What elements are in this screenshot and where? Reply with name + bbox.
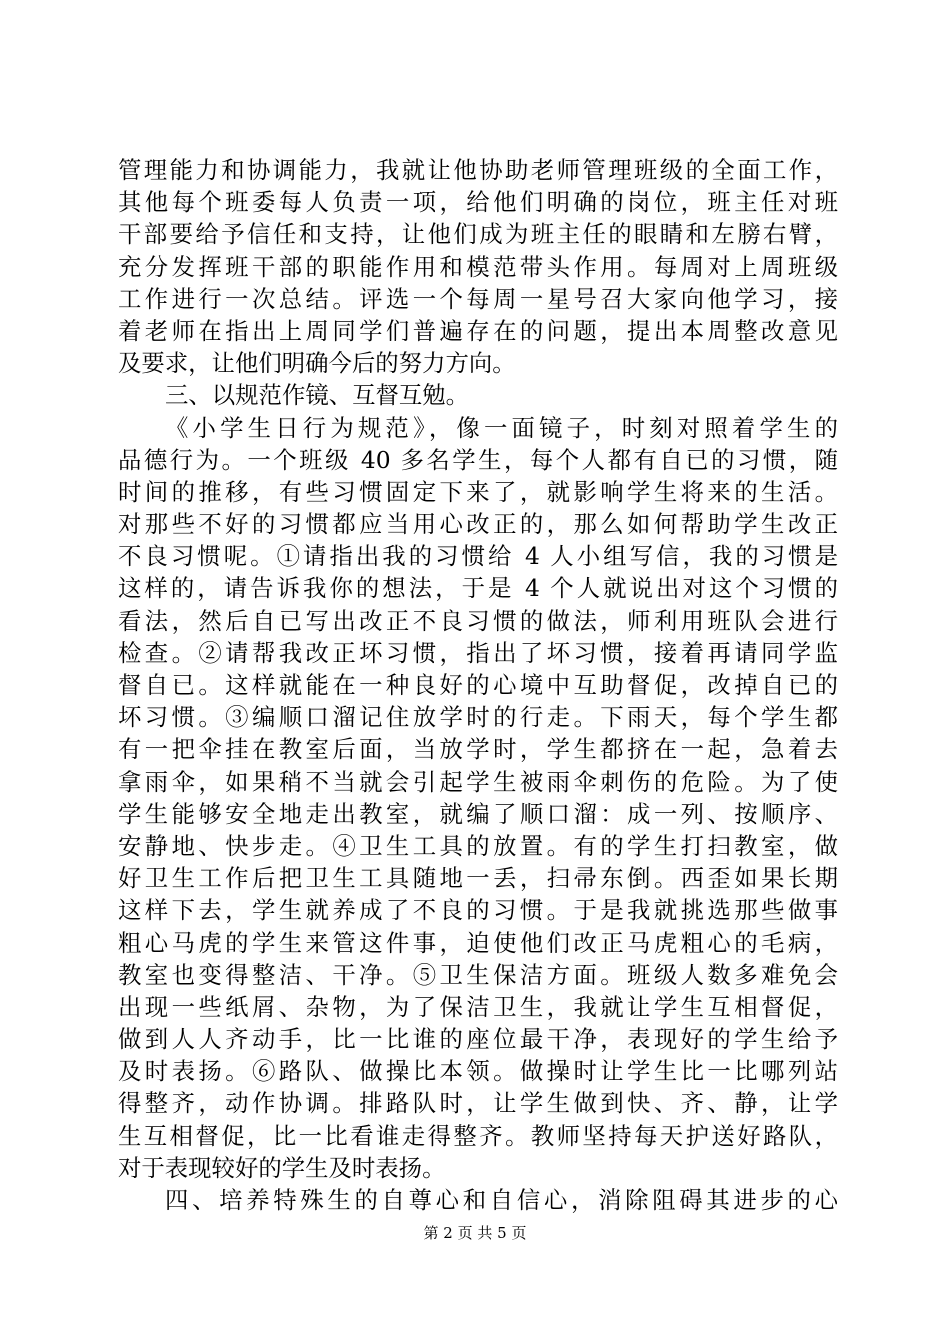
text-line: 三、以规范作镜、互督互勉。	[165, 381, 470, 410]
text-line: 看法，然后自已写出改正不良习惯的做法，师利用班队会进行	[118, 606, 838, 635]
text-line: 对于表现较好的学生及时表扬。	[118, 1153, 446, 1182]
text-line: 管理能力和协调能力，我就让他协助老师管理班级的全面工作，	[118, 156, 838, 184]
text-line: 学生能够安全地走出教室，就编了顺口溜：成一列、按顺序、	[118, 799, 838, 828]
text-line: 及要求，让他们明确今后的努力方向。	[118, 349, 516, 378]
text-line: 品德行为。一个班级 40 多名学生，每个人都有自已的习惯，随	[118, 445, 838, 474]
text-line: 好卫生工作后把卫生工具随地一丢，扫帚东倒。西歪如果长期	[118, 864, 838, 893]
text-line: 四、培养特殊生的自尊心和自信心，消除阻碍其进步的心	[165, 1186, 838, 1214]
text-line: 这样的，请告诉我你的想法，于是 4 个人就说出对这个习惯的	[118, 574, 838, 603]
text-line: 及时表扬。⑥路队、做操比本领。做操时让学生比一比哪列站	[118, 1057, 838, 1086]
text-line: 教室也变得整洁、干净。⑤卫生保洁方面。班级人数多难免会	[118, 960, 838, 989]
text-line: 做到人人齐动手，比一比谁的座位最干净，表现好的学生给予	[118, 1025, 838, 1054]
text-line: 检查。②请帮我改正坏习惯，指出了坏习惯，接着再请同学监	[118, 638, 838, 667]
text-line: 粗心马虎的学生来管这件事，迫使他们改正马虎粗心的毛病，	[118, 928, 838, 957]
text-line: 坏习惯。③编顺口溜记住放学时的行走。下雨天，每个学生都	[118, 703, 838, 732]
page-footer: 第 2 页 共 5 页	[423, 1224, 527, 1242]
text-line: 出现一些纸屑、杂物，为了保洁卫生，我就让学生互相督促，	[118, 992, 838, 1021]
text-line: 其他每个班委每人负责一项，给他们明确的岗位，班主任对班	[118, 188, 838, 217]
text-line: 充分发挥班干部的职能作用和模范带头作用。每周对上周班级	[118, 252, 838, 281]
text-line: 时间的推移，有些习惯固定下来了，就影响学生将来的生活。	[118, 477, 838, 506]
text-line: 督自已。这样就能在一种良好的心境中互助督促，改掉自已的	[118, 671, 838, 699]
text-line: 生互相督促，比一比看谁走得整齐。教师坚持每天护送好路队，	[118, 1121, 838, 1150]
text-line: 对那些不好的习惯都应当用心改正的，那么如何帮助学生改正	[118, 510, 838, 539]
text-line: 《小学生日行为规范》，像一面镜子，时刻对照着学生的	[165, 413, 838, 442]
text-line: 工作进行一次总结。评选一个每周一星号召大家向他学习，接	[118, 284, 838, 313]
text-line: 有一把伞挂在教室后面，当放学时，学生都挤在一起，急着去	[118, 735, 838, 764]
text-line: 得整齐，动作协调。排路队时，让学生做到快、齐、静，让学	[118, 1089, 838, 1118]
text-line: 干部要给予信任和支持，让他们成为班主任的眼睛和左膀右臂，	[118, 220, 838, 249]
text-line: 这样下去，学生就养成了不良的习惯。于是我就挑选那些做事	[118, 896, 838, 925]
text-line: 拿雨伞，如果稍不当就会引起学生被雨伞刺伤的危险。为了使	[118, 767, 838, 796]
text-line: 安静地、快步走。④卫生工具的放置。有的学生打扫教室，做	[118, 831, 838, 860]
text-line: 不良习惯呢。①请指出我的习惯给 4 人小组写信，我的习惯是	[118, 542, 838, 571]
text-line: 着老师在指出上周同学们普遍存在的问题，提出本周整改意见	[118, 316, 838, 345]
document-body	[118, 154, 838, 1216]
